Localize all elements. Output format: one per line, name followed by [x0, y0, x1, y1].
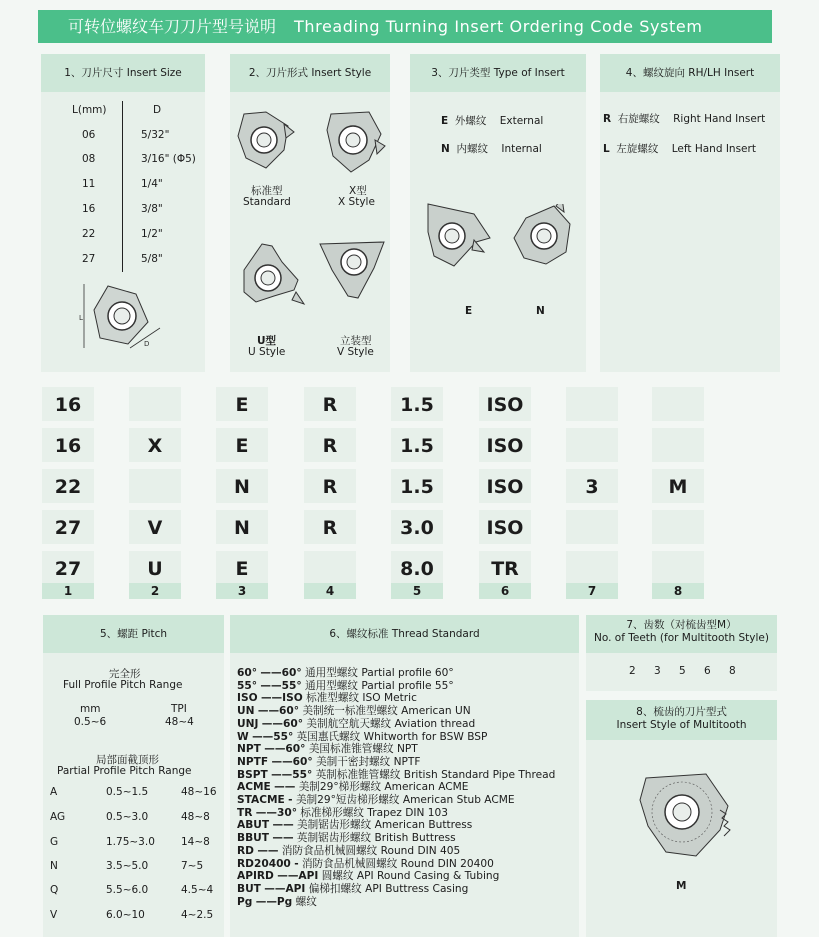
- code-cell: [566, 428, 618, 462]
- code-cell: [652, 428, 704, 462]
- v-style-cn: 立装型: [340, 335, 372, 347]
- code-value: 1.5: [400, 476, 434, 498]
- hand-header: 4、螺纹旋向 RH/LH Insert: [600, 54, 780, 92]
- code-value: 16: [54, 394, 82, 416]
- code-value: 16: [54, 435, 82, 457]
- standard-code: STACME: [237, 794, 285, 806]
- standard-angle: ——30°: [255, 806, 297, 819]
- column-number: 2: [129, 583, 181, 599]
- standard-angle: -: [288, 794, 293, 806]
- full-profile-en: Full Profile Pitch Range: [63, 679, 183, 691]
- thread-standard-row: [237, 794, 515, 807]
- full-profile-cn: 完全形: [109, 668, 141, 680]
- size-l-value: 22: [82, 228, 96, 240]
- standard-angle: ——: [257, 844, 279, 857]
- code-cell: [304, 551, 356, 585]
- multitooth-header-en: Insert Style of Multitooth: [616, 719, 747, 731]
- code-cell: [129, 469, 181, 503]
- title-cn: 可转位螺纹车刀刀片型号说明: [68, 17, 277, 36]
- type-e-cn: 外螺纹: [454, 115, 487, 127]
- partial-profile-cn: 局部面截顶形: [96, 754, 159, 766]
- standard-code: UN: [237, 705, 255, 718]
- standard-code: RD20400: [237, 857, 291, 870]
- diag-d-label: D: [144, 340, 150, 348]
- size-l-value: 27: [82, 253, 96, 265]
- teeth-value: 2: [629, 665, 636, 677]
- code-value: E: [235, 558, 249, 580]
- standard-angle: ——55°: [271, 768, 313, 781]
- pitch-tpi: 48~16: [181, 786, 217, 798]
- insert-type-header: 3、刀片类型 Type of Insert: [410, 54, 586, 92]
- teeth-header-cn: 7、齿数（对梳齿型M）: [626, 619, 737, 631]
- standard-code: Pg: [237, 895, 253, 908]
- code-cell: [566, 551, 618, 585]
- standard-code: 60°: [237, 667, 258, 679]
- code-value: N: [234, 476, 250, 498]
- thread-standard-row: [237, 731, 487, 744]
- standard-angle: -: [294, 857, 299, 870]
- size-divider: [122, 101, 123, 272]
- column-number: 3: [216, 583, 268, 599]
- standard-desc: 螺纹: [295, 895, 317, 908]
- code-value: 3: [585, 476, 599, 498]
- code-cell: [129, 387, 181, 421]
- size-d-value: 3/8": [141, 203, 163, 215]
- code-value: R: [322, 394, 338, 416]
- code-value: ISO: [486, 435, 524, 457]
- page-title: [38, 10, 772, 43]
- code-value: U: [147, 558, 163, 580]
- hand-r-cn: 右旋螺纹: [617, 113, 660, 125]
- standard-angle: ——Pg: [255, 895, 293, 908]
- size-d-value: 5/32": [141, 129, 170, 141]
- pitch-tpi: 48~8: [181, 811, 210, 823]
- standard-code: 55°: [237, 679, 258, 692]
- pitch-mm: 5.5~6.0: [106, 884, 149, 896]
- thread-standard-row: [237, 807, 448, 820]
- code-cell: [566, 510, 618, 544]
- mm-label: mm: [80, 703, 101, 715]
- code-value: 1.5: [400, 394, 434, 416]
- code-value: V: [147, 517, 163, 539]
- col-l-header: L(mm): [72, 104, 107, 116]
- pitch-code: AG: [50, 811, 66, 823]
- code-cell: [652, 387, 704, 421]
- pitch-tpi: 4.5~4: [181, 884, 214, 896]
- hand-l-code: L: [603, 143, 610, 155]
- teeth-header: [586, 615, 777, 653]
- standard-desc: 通用型螺纹 Partial profile 55°: [305, 679, 454, 692]
- teeth-value: 5: [679, 665, 686, 677]
- col-d-header: D: [153, 104, 162, 116]
- type-n-code: N: [441, 143, 450, 155]
- standard-code: RD: [237, 844, 254, 857]
- code-value: ISO: [486, 476, 524, 498]
- tpi-label: TPI: [171, 703, 187, 715]
- size-l-value: 16: [82, 203, 96, 215]
- standard-angle: ——60°: [260, 667, 302, 679]
- standard-code: NPTF: [237, 755, 269, 768]
- standard-code: BSPT: [237, 768, 268, 781]
- code-cell: [652, 551, 704, 585]
- standard-code: ABUT: [237, 819, 270, 832]
- standard-desc: 标准梯形螺纹 Trapez DIN 103: [300, 806, 449, 819]
- hand-r-en: Right Hand Insert: [673, 113, 766, 125]
- standard-code: TR: [237, 806, 253, 819]
- code-value: N: [234, 517, 250, 539]
- code-value: 22: [54, 476, 82, 498]
- x-style-cn: X型: [349, 185, 367, 197]
- type-n-cn: 内螺纹: [456, 143, 488, 155]
- pitch-mm: 0.5~1.5: [106, 786, 149, 798]
- standard-desc: 圆螺纹 API Round Casing & Tubing: [321, 870, 500, 883]
- column-number: 8: [652, 583, 704, 599]
- standard-desc: 美制干密封螺纹 NPTF: [316, 755, 421, 768]
- insert-size-header: 1、刀片尺寸 Insert Size: [41, 54, 205, 92]
- standard-code: NPT: [237, 743, 261, 756]
- standard-code: UNJ: [237, 717, 259, 730]
- standard-cn: 标准型: [251, 185, 283, 197]
- code-value: X: [147, 435, 163, 457]
- pitch-mm: 0.5~3.0: [106, 811, 149, 823]
- code-value: E: [235, 435, 249, 457]
- standard-desc: 英制标准锥管螺纹 British Standard Pipe Thread: [315, 768, 556, 781]
- size-l-value: 08: [82, 153, 96, 165]
- standard-desc: 标准型螺纹 ISO Metric: [306, 692, 417, 705]
- thread-standard-row: [237, 667, 454, 680]
- standard-code: BUT: [237, 882, 261, 895]
- standard-angle: ——API: [264, 882, 306, 895]
- standard-desc: 美制29°短齿梯形螺纹 American Stub ACME: [295, 794, 515, 806]
- partial-profile-en: Partial Profile Pitch Range: [57, 765, 192, 777]
- tpi-range: 48~4: [165, 716, 194, 728]
- standard-desc: 美制航空航天螺纹 Aviation thread: [306, 717, 476, 730]
- pitch-code: Q: [50, 884, 59, 896]
- standard-desc: 美国标准锥管螺纹 NPT: [308, 743, 418, 756]
- thread-standard-row: [237, 819, 472, 832]
- teeth-value: 6: [704, 665, 711, 677]
- insert-style-panel: [230, 54, 390, 372]
- standard-angle: ——: [272, 832, 294, 845]
- standard-angle: ——55°: [260, 679, 302, 692]
- code-value: R: [322, 435, 338, 457]
- hand-l-row: [603, 141, 756, 156]
- pitch-header: 5、螺距 Pitch: [43, 615, 224, 653]
- standard-desc: 美制29°梯形螺纹 American ACME: [298, 781, 469, 794]
- thread-standard-row: [237, 705, 471, 718]
- pitch-mm: 1.75~3.0: [106, 836, 155, 848]
- standard-angle: ——60°: [264, 743, 306, 756]
- v-style-en: V Style: [337, 346, 374, 358]
- multitooth-header-cn: 8、梳齿的刀片型式: [636, 706, 727, 718]
- thread-standard-row: [237, 832, 456, 845]
- title-en: Threading Turning Insert Ordering Code System: [294, 17, 703, 36]
- standard-desc: 英国惠氏螺纹 Whitworth for BSW BSP: [296, 730, 488, 743]
- column-number: 4: [304, 583, 356, 599]
- thread-standard-row: [237, 680, 454, 693]
- standard-desc: 消防食品机械圆螺纹 Round DIN 20400: [301, 857, 494, 870]
- size-d-value: 3/16" (Φ5): [141, 153, 196, 165]
- code-value: 1.5: [400, 435, 434, 457]
- internal-label: N: [536, 305, 545, 317]
- standard-desc: 消防食品机械圆螺纹 Round DIN 405: [281, 844, 461, 857]
- type-n-en: Internal: [501, 143, 542, 155]
- thread-standard-row: [237, 692, 417, 705]
- hand-r-row: [603, 111, 765, 126]
- standard-code: BBUT: [237, 832, 269, 845]
- code-value: ISO: [486, 517, 524, 539]
- type-e-code: E: [441, 115, 449, 127]
- code-cell: [652, 510, 704, 544]
- external-insert-icon: [424, 202, 494, 270]
- code-value: M: [668, 476, 688, 498]
- type-e-en: External: [499, 115, 544, 127]
- standard-angle: ——API: [277, 870, 319, 883]
- code-value: 3.0: [400, 517, 434, 539]
- standard-desc: 英制锯齿形螺纹 British Buttress: [296, 832, 456, 845]
- thread-standard-row: [237, 883, 468, 896]
- pitch-code: A: [50, 786, 58, 798]
- thread-standard-row: [237, 769, 555, 782]
- standard-angle: ——60°: [261, 717, 304, 730]
- hand-l-en: Left Hand Insert: [671, 143, 756, 155]
- size-l-value: 11: [82, 178, 96, 190]
- standard-desc: 美制统一标准型螺纹 American UN: [302, 705, 471, 718]
- type-e-row: [441, 113, 543, 128]
- code-value: R: [322, 517, 338, 539]
- teeth-header-en: No. of Teeth (for Multitooth Style): [594, 632, 769, 644]
- teeth-value: 8: [729, 665, 736, 677]
- thread-standard-row: [237, 870, 499, 883]
- standard-angle: ——60°: [257, 705, 300, 718]
- code-value: ISO: [486, 394, 524, 416]
- u-style-en: U Style: [248, 346, 286, 358]
- pitch-mm: 3.5~5.0: [106, 860, 149, 872]
- code-value: R: [322, 476, 338, 498]
- u-style-cn: U型: [257, 335, 277, 347]
- internal-insert-icon: [510, 204, 576, 270]
- pitch-tpi: 7~5: [181, 860, 204, 872]
- multitooth-label: M: [676, 880, 687, 892]
- size-d-value: 1/2": [141, 228, 163, 240]
- thread-standard-row: [237, 718, 475, 731]
- column-number: 1: [42, 583, 94, 599]
- thread-standard-row: [237, 743, 418, 756]
- standard-desc: 偏梯扣螺纹 API Buttress Casing: [308, 882, 469, 895]
- thread-standard-row: [237, 896, 317, 909]
- column-number: 7: [566, 583, 618, 599]
- hand-panel: [600, 54, 780, 372]
- v-style-insert-icon: [318, 240, 388, 302]
- standard-angle: ——: [274, 781, 296, 794]
- external-label: E: [465, 305, 473, 317]
- code-value: TR: [491, 558, 519, 580]
- multitooth-insert-icon: [636, 770, 736, 862]
- u-style-insert-icon: [234, 240, 306, 312]
- insert-size-diagram: [78, 278, 168, 356]
- thread-standard-row: [237, 756, 420, 769]
- standard-angle: ——60°: [271, 755, 313, 768]
- hand-r-code: R: [603, 113, 612, 125]
- diag-l-label: L: [79, 314, 83, 322]
- code-cell: [566, 387, 618, 421]
- x-style-insert-icon: [325, 110, 387, 178]
- thread-standard-row: [237, 858, 494, 871]
- standard-desc: 美制锯齿形螺纹 American Buttress: [297, 819, 473, 832]
- teeth-value: 3: [654, 665, 661, 677]
- size-d-value: 5/8": [141, 253, 163, 265]
- standard-en: Standard: [243, 196, 291, 208]
- standard-code: ACME: [237, 781, 271, 794]
- standard-angle: ——: [272, 819, 294, 832]
- size-d-value: 1/4": [141, 178, 163, 190]
- pitch-code: G: [50, 836, 59, 848]
- mm-range: 0.5~6: [74, 716, 107, 728]
- pitch-mm: 6.0~10: [106, 909, 145, 921]
- code-value: 27: [54, 517, 82, 539]
- multitooth-header: [586, 700, 777, 740]
- thread-standard-header: 6、螺纹标准 Thread Standard: [230, 615, 579, 653]
- x-style-en: X Style: [338, 196, 375, 208]
- standard-code: APIRD: [237, 870, 274, 883]
- standard-code: ISO: [237, 692, 258, 705]
- thread-standard-row: [237, 781, 468, 794]
- code-value: 8.0: [400, 558, 434, 580]
- standard-angle: ——55°: [252, 730, 294, 743]
- pitch-tpi: 14~8: [181, 836, 210, 848]
- type-n-row: [441, 141, 542, 156]
- standard-desc: 通用型螺纹 Partial profile 60°: [305, 667, 454, 679]
- hand-l-cn: 左旋螺纹: [616, 143, 659, 155]
- thread-standard-row: [237, 845, 460, 858]
- pitch-code: N: [50, 860, 58, 872]
- size-l-value: 06: [82, 129, 96, 141]
- standard-angle: ——ISO: [260, 692, 303, 705]
- code-value: 27: [54, 558, 82, 580]
- standard-insert-icon: [236, 110, 296, 176]
- pitch-tpi: 4~2.5: [181, 909, 214, 921]
- code-value: E: [235, 394, 249, 416]
- column-number: 5: [391, 583, 443, 599]
- pitch-code: V: [50, 909, 58, 921]
- insert-style-header: 2、刀片形式 Insert Style: [230, 54, 390, 92]
- column-number: 6: [479, 583, 531, 599]
- standard-code: W: [237, 730, 249, 743]
